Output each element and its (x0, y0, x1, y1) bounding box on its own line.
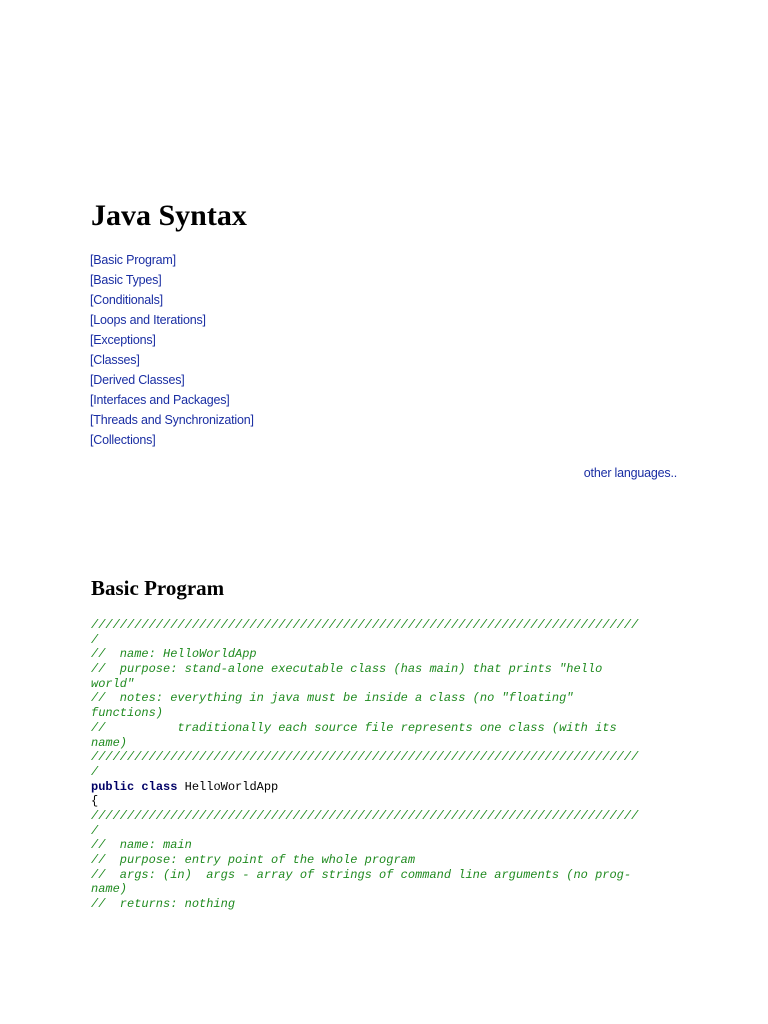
code-comment-line: // traditionally each source file represents one class (with its (91, 720, 617, 735)
toc-link-derived-classes[interactable]: [Derived Classes] (90, 373, 185, 387)
code-keyword-public: public (91, 779, 135, 794)
code-block (91, 618, 681, 912)
code-comment-line: //////////////////////////////////////////////////////////////////////////// (91, 808, 639, 823)
code-comment-line: // purpose: stand-alone executable class (has main) that prints "hello (91, 662, 603, 677)
code-class-name: HelloWorldApp (184, 779, 279, 794)
code-comment-line: world" (91, 676, 135, 691)
toc-link-exceptions[interactable]: [Exceptions] (90, 333, 156, 347)
code-comment-line: //////////////////////////////////////////////////////////////////////////// (91, 618, 639, 632)
toc-link-basic-program[interactable]: [Basic Program] (90, 253, 176, 267)
toc-link-loops-and-iterations[interactable]: [Loops and Iterations] (90, 313, 206, 327)
code-brace-line: { (91, 794, 99, 809)
code-comment-line: //////////////////////////////////////////////////////////////////////////// (91, 750, 639, 765)
code-comment-line: // returns: nothing (91, 897, 236, 912)
code-comment-line: / (91, 764, 99, 779)
code-comment-line: name) (91, 735, 128, 750)
code-comment-line: functions) (91, 706, 164, 721)
toc-link-classes[interactable]: [Classes] (90, 353, 140, 367)
section-title-basic-program: Basic Program (91, 576, 225, 600)
toc-link-basic-types[interactable]: [Basic Types] (90, 273, 162, 287)
code-comment-line: // purpose: entry point of the whole program (91, 853, 416, 867)
other-languages-link[interactable]: other languages.. (583, 466, 677, 480)
code-comment-line: // name: HelloWorldApp (91, 647, 257, 662)
code-comment-line: name) (91, 882, 128, 897)
code-class-declaration-line (91, 780, 681, 795)
code-comment-line: // name: main (91, 838, 192, 853)
toc-link-threads-and-synchronization[interactable]: [Threads and Synchronization] (90, 413, 254, 427)
code-comment-line: // args: (in) args - array of strings of command line arguments (no prog- (91, 867, 632, 882)
code-comment-line: / (91, 632, 99, 647)
page-title: Java Syntax (91, 199, 247, 232)
table-of-contents (90, 250, 254, 450)
code-keyword-class: class (141, 779, 178, 794)
toc-link-collections[interactable]: [Collections] (90, 433, 156, 447)
code-comment-line: // notes: everything in java must be inside a class (no "floating" (91, 691, 574, 706)
toc-link-interfaces-and-packages[interactable]: [Interfaces and Packages] (90, 393, 230, 407)
code-comment-line: / (91, 823, 99, 838)
toc-link-conditionals[interactable]: [Conditionals] (90, 293, 163, 307)
